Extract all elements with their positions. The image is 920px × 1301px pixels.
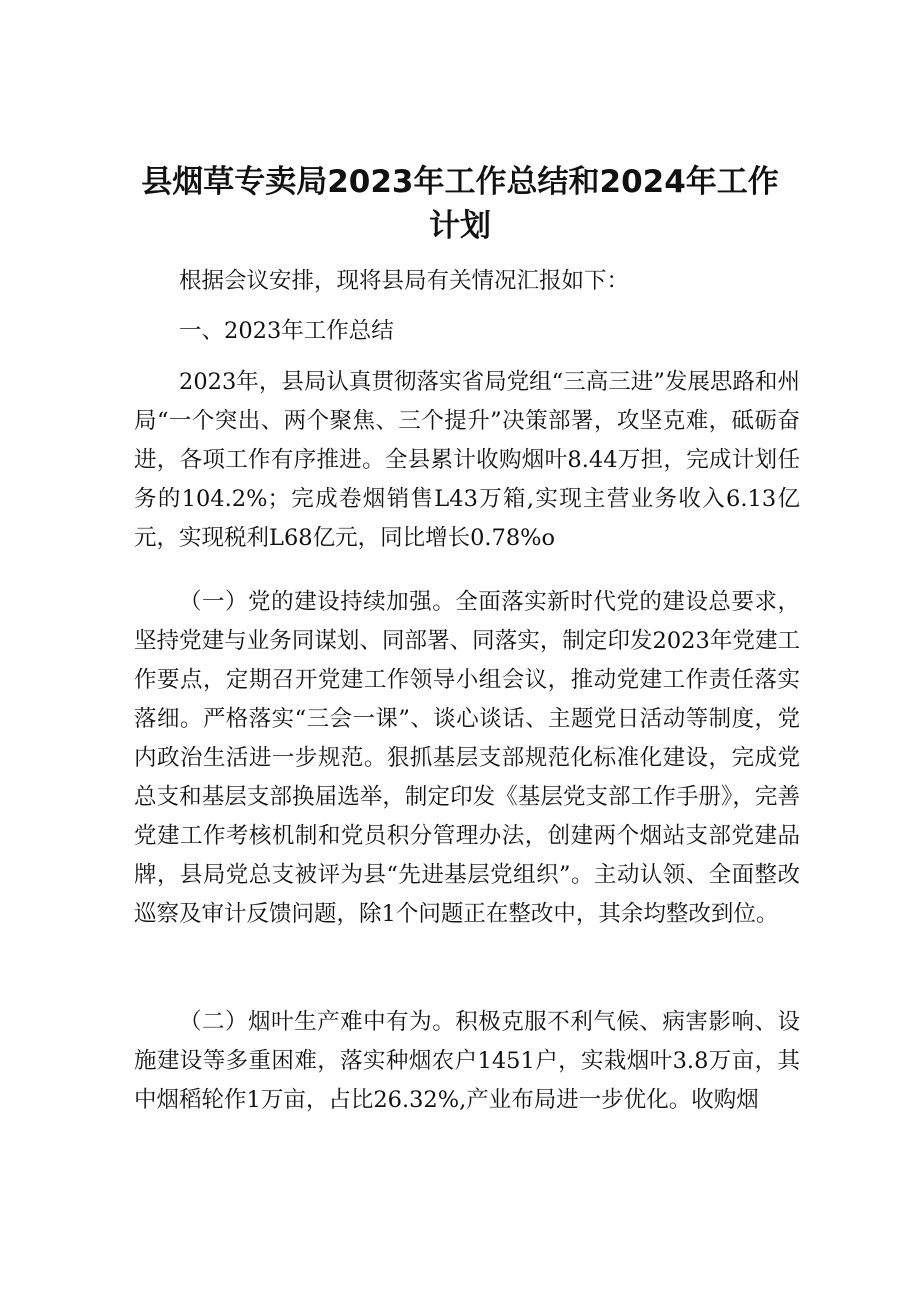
document-title: 县烟草专卖局2023年工作总结和2024年工作计划 bbox=[141, 164, 779, 244]
party-building-paragraph: （一）党的建设持续加强。全面落实新时代党的建设总要求，坚持党建与业务同谋划、同部署、同落实，制定印发2023年党建工作要点，定期召开党建工作领导小组会议，推动党建工作责任落实落细。严格落实“三会一课”、谈心谈话、主题党日活动等制度，党内政治生活进一步规范。狠抓基层支部规范化标准化建设，完成党总支和基层支部换届选举，制定印发《基层党支部工作手册》，完善党建工作考核机制和党员积分管理办法，创建两个烟站支部党建品牌，县局党总支被评为县“先进基层党组织”。主动认领、全面整改巡察及审计反馈问题，除1个问题正在整改中，其余均整改到位。 bbox=[134, 589, 800, 927]
section-heading: 一、2023年工作总结 bbox=[179, 318, 394, 344]
intro-paragraph: 根据会议安排，现将县局有关情况汇报如下： bbox=[179, 268, 630, 294]
summary-paragraph: 2023年，县局认真贯彻落实省局党组“三高三进”发展思路和州局“一个突出、两个聚焦、三个提升”决策部署，攻坚克难，砥砺奋进，各项工作有序推进。全县累计收购烟叶8.44万担，完成计划任务的104.2%；完成卷烟销售L43万箱,实现主营业务收入6.13亿元，实现税利L68亿元，同比增长0.78%o bbox=[134, 369, 800, 551]
tobacco-production-paragraph: （二）烟叶生产难中有为。积极克服不利气候、病害影响、设施建设等多重困难，落实种烟农户1451户，实栽烟叶3.8万亩，其中烟稻轮作1万亩，占比26.32%,产业布局进一步优化。收购烟 bbox=[134, 1009, 800, 1113]
